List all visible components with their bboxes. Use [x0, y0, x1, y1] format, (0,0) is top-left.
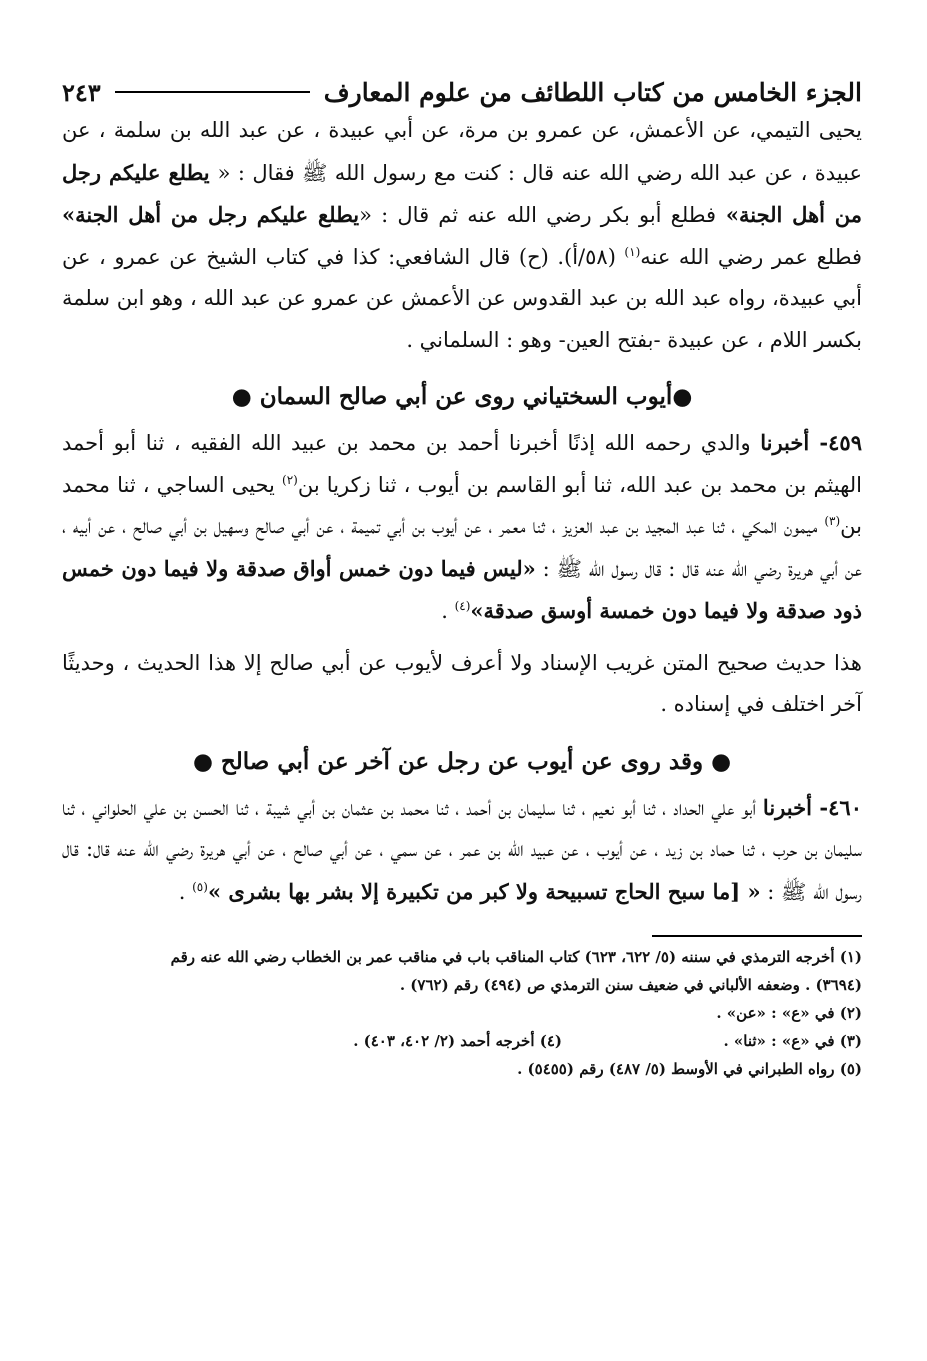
- footnote-rule: [652, 935, 862, 937]
- paragraph-text: [62, 110, 862, 361]
- paragraph-hadith-460: [62, 787, 862, 914]
- running-header: [62, 70, 862, 114]
- text-run: فطلع أبو بكر رضي الله عنه ثم قال : «: [359, 203, 717, 227]
- footnote-2: (٢) في «ع» : «عن» .: [716, 1004, 862, 1022]
- footnote-row: [62, 1027, 862, 1055]
- footnote-ref: (١): [624, 244, 641, 259]
- hadith-quote: «ليس فيما دون خمس أواق صدقة ولا فيما دون خمس ذود صدقة ولا فيما دون خمسة أوسق صدقة»: [62, 555, 862, 623]
- paragraph-hadith-459: [62, 422, 862, 633]
- header-rule: [115, 91, 310, 93]
- footnote-1: (١) أخرجه الترمذي في سننه (٥/ ٦٢٢، ٦٢٣) كتاب المناقب باب في مناقب عمر بن الخطاب رضي الله عنه رقم: [170, 948, 862, 966]
- footnotes: [62, 943, 862, 1083]
- footnote-3: (٣) في «ع» : «ثنا» .: [723, 1032, 862, 1050]
- text-run: يحيى التيمي، عن الأعمش، عن عمرو بن مرة، عن أبي عبيدة ، عن عبد الله بن سلمة ، عن عبيدة ، عن عبد الله رضي الله عنه قال : كنت مع رسول الله ﷺ فقال : «: [62, 118, 862, 185]
- text-run: يحيى الساجي ، ثنا محمد بن: [62, 472, 862, 538]
- footnote-ref: (٢): [282, 472, 298, 487]
- hadith-number: ٤٥٩- أخبرنا: [760, 430, 862, 455]
- paragraph-text: [62, 787, 862, 914]
- paragraph-text: هذا حديث صحيح المتن غريب الإسناد ولا أعرف لأيوب عن أبي صالح إلا هذا الحديث ، وحديثًا آخر اختلف في إسناده .: [62, 650, 862, 716]
- hadith-quote: يطلع عليكم رجل من أهل الجنة»: [62, 159, 863, 227]
- text-run: .: [178, 879, 193, 904]
- section-heading: ● وقد روى عن أيوب عن رجل عن آخر عن أبي صالح ●: [192, 747, 732, 775]
- hadith-number: ٤٦٠- أخبرنا: [762, 794, 862, 820]
- text-run: .: [441, 599, 455, 623]
- text-run: (٥٨/أ). (ح) قال الشافعي: كذا في كتاب الشيخ عن عمرو ، عن أبي عبيدة، رواه عبد الله بن عبد القدوس عن الأعمش عن عمرو عن عبد الله ، وهو ابن سلمة بكسر اللام ، عن عبيدة -بفتح العين- وهو : السلماني .: [62, 244, 862, 352]
- footnote-ref: (٣): [824, 514, 841, 528]
- hadith-quote: « [ما سبح الحاج تسبيحة ولا كبر من تكبيرة إلا بشر بها بشرى »: [207, 878, 761, 904]
- footnote-4: (٤) أخرجه أحمد (٢/ ٤٠٢، ٤٠٣) .: [353, 1032, 562, 1050]
- footnote-1-continued: (٣٦٩٤) . وضعفه الألباني في ضعيف سنن الترمذي ص (٤٩٤) رقم (٧٦٢) .: [399, 976, 862, 994]
- text-run: فطلع عمر رضي الله عنه: [640, 244, 862, 269]
- paragraph-commentary: [62, 643, 862, 726]
- text-run: أبو علي الحداد ، ثنا أبو نعيم ، ثنا سليمان بن أحمد ، ثنا محمد بن عثمان بن أبي شيبة ، ثنا الحسن بن علي الحلواني ، ثنا سليمان بن حرب ، ثنا حماد بن زيد ، عن أيوب ، عن عبيد الله بن عمر ، عن سمي ، عن أبي صالح ، عن أبي هريرة رضي الله عنه قال: قال رسول الله ﷺ :: [62, 795, 862, 904]
- paragraph-text: [62, 422, 862, 633]
- book-page: [62, 70, 862, 1083]
- text-run: والدي رحمه الله إذنًا أخبرنا أحمد بن محمد بن عبيد الله الفقيه ، ثنا أبو أحمد الهيثم بن محمد بن عبد الله، ثنا أبو القاسم بن أيوب ، ثنا زكريا بن: [62, 431, 863, 497]
- hadith-quote: يطلع عليكم رجل من أهل الجنة»: [62, 202, 360, 227]
- footnote-5: (٥) رواه الطبراني في الأوسط (٥/ ٤٨٧) رقم (٥٤٥٥) .: [517, 1060, 862, 1078]
- page-number: ٢٤٣: [62, 77, 101, 107]
- footnote-ref: (٥): [192, 879, 208, 894]
- footnote-ref: (٤): [454, 599, 471, 613]
- text-run: ميمون المكي ، ثنا عبد المجيد بن عبد العزيز ، ثنا معمر ، عن أيوب بن أبي تميمة ، عن أبي صالح وسهيل بن أبي صالح ، عن أبيه ، عن أبي هريرة رضي الله عنه قال : قال رسول الله ﷺ :: [62, 514, 862, 581]
- running-title: الجزء الخامس من كتاب اللطائف من علوم المعارف: [323, 77, 862, 107]
- paragraph-hadith-isnad: [62, 110, 862, 361]
- section-heading: ●أيوب السختياني روى عن أبي صالح السمان ●: [231, 383, 693, 410]
